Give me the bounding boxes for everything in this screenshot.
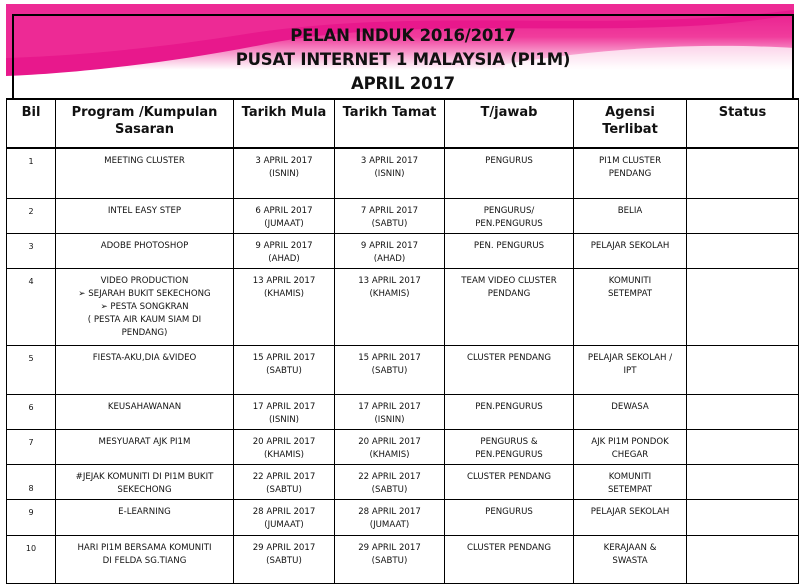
cell-agensi-line: BELIA	[617, 205, 643, 216]
cell-agensi	[574, 464, 687, 499]
cell-tarikh-tamat-line: 3 APRIL 2017	[360, 156, 419, 166]
col-header-agensi: Agensi Terlibat	[574, 99, 687, 148]
cell-agensi-line: IPT	[623, 365, 637, 376]
cell-agensi-line: KERAJAAN &	[603, 542, 657, 553]
cell-program	[56, 499, 234, 535]
cell-tjawab	[445, 198, 574, 233]
cell-agensi-line: SWASTA	[612, 555, 648, 566]
cell-tarikh-mula	[234, 198, 335, 233]
cell-agensi-line: SETEMPAT	[607, 288, 653, 299]
cell-status	[687, 198, 799, 233]
cell-tjawab	[445, 499, 574, 535]
cell-program-line: KEUSAHAWANAN	[107, 401, 182, 412]
cell-status	[687, 429, 799, 464]
cell-tarikh-mula-line: 3 APRIL 2017	[255, 156, 313, 166]
cell-tarikh-tamat-line: 29 APRIL 2017	[358, 542, 421, 553]
cell-bil: 3	[7, 233, 56, 268]
cell-program-line: VIDEO PRODUCTION	[100, 275, 189, 286]
table-row	[7, 429, 799, 464]
cell-tjawab-line: PENGURUS/	[483, 205, 535, 216]
cell-bil: 9	[7, 499, 56, 535]
table-row	[7, 464, 799, 499]
table-row	[7, 198, 799, 233]
cell-status	[687, 499, 799, 535]
cell-program	[56, 198, 234, 233]
cell-program-line: ➢ SEJARAH BUKIT SEKECHONG	[78, 288, 211, 299]
cell-program	[56, 233, 234, 268]
cell-tarikh-tamat-line: 15 APRIL 2017	[358, 352, 421, 363]
cell-tjawab	[445, 268, 574, 345]
cell-agensi	[574, 499, 687, 535]
cell-tarikh-mula	[234, 535, 335, 583]
cell-tarikh-mula-line: (SABTU)	[266, 484, 302, 495]
cell-status	[687, 535, 799, 583]
cell-tjawab	[445, 464, 574, 499]
cell-tarikh-tamat-line: (SABTU)	[371, 484, 408, 495]
cell-tarikh-tamat-line: 28 APRIL 2017	[358, 506, 421, 517]
cell-tarikh-tamat-line: (ISNIN)	[374, 169, 405, 179]
cell-program	[56, 394, 234, 429]
table-row	[7, 233, 799, 268]
cell-bil: 1	[7, 148, 56, 198]
cell-tarikh-mula-line: 13 APRIL 2017	[252, 275, 316, 286]
cell-program	[56, 429, 234, 464]
table-row	[7, 535, 799, 583]
cell-bil: 5	[7, 345, 56, 394]
cell-status	[687, 345, 799, 394]
cell-program-line: INTEL EASY STEP	[107, 205, 182, 216]
cell-tarikh-mula-line: (SABTU)	[266, 365, 302, 376]
cell-tarikh-tamat	[335, 233, 445, 268]
cell-tarikh-tamat	[335, 429, 445, 464]
cell-tarikh-tamat	[335, 345, 445, 394]
cell-agensi-line: CHEGAR	[611, 449, 649, 460]
cell-status	[687, 233, 799, 268]
cell-tarikh-tamat	[335, 499, 445, 535]
cell-tarikh-mula-line: 20 APRIL 2017	[252, 436, 316, 447]
cell-tarikh-tamat-line: 13 APRIL 2017	[358, 275, 421, 286]
doc-title-line3: APRIL 2017	[351, 74, 455, 93]
cell-tarikh-mula-line: 17 APRIL 2017	[252, 401, 316, 412]
cell-tarikh-tamat	[335, 148, 445, 198]
cell-tarikh-mula	[234, 345, 335, 394]
cell-program-line: DI FELDA SG.TIANG	[102, 555, 187, 566]
cell-program-line: #JEJAK KOMUNITI DI PI1M BUKIT	[75, 471, 214, 482]
cell-agensi-line: PELAJAR SEKOLAH /	[587, 352, 673, 363]
cell-agensi	[574, 233, 687, 268]
cell-tarikh-mula-line: (KHAMIS)	[263, 288, 305, 299]
cell-tarikh-tamat-line: (AHAD)	[373, 253, 406, 264]
cell-tjawab-line: PEN.PENGURUS	[475, 449, 543, 460]
cell-tarikh-mula-line: 15 APRIL 2017	[252, 352, 316, 363]
cell-agensi-line: PENDANG	[608, 169, 652, 179]
cell-tarikh-mula-line: 22 APRIL 2017	[252, 471, 316, 482]
cell-agensi-line: KOMUNITI	[608, 275, 652, 286]
cell-agensi	[574, 198, 687, 233]
cell-tarikh-tamat	[335, 394, 445, 429]
cell-tarikh-tamat-line: 20 APRIL 2017	[358, 436, 421, 447]
cell-tjawab-line: PEN.PENGURUS	[475, 218, 543, 229]
cell-tjawab-line: TEAM VIDEO CLUSTER	[461, 275, 557, 286]
cell-tjawab-line: CLUSTER PENDANG	[467, 352, 551, 363]
cell-tarikh-mula-line: (JUMAAT)	[264, 218, 304, 229]
col-header-status: Status	[687, 99, 799, 148]
cell-tarikh-mula-line: (ISNIN)	[268, 414, 300, 425]
cell-bil: 7	[7, 429, 56, 464]
cell-tjawab-line: PENGURUS &	[480, 436, 538, 447]
cell-tarikh-mula-line: (AHAD)	[268, 253, 300, 264]
cell-bil: 6	[7, 394, 56, 429]
cell-tarikh-mula-line: 28 APRIL 2017	[252, 506, 316, 517]
cell-tjawab	[445, 233, 574, 268]
table-row	[7, 345, 799, 394]
cell-tjawab	[445, 394, 574, 429]
cell-program-line: PENDANG)	[121, 327, 168, 338]
cell-tjawab-line: PEN.PENGURUS	[475, 401, 543, 412]
cell-program-line: HARI PI1M BERSAMA KOMUNITI	[77, 542, 212, 553]
cell-agensi	[574, 345, 687, 394]
cell-program-line: MESYUARAT AJK PI1M	[98, 436, 191, 447]
cell-program	[56, 464, 234, 499]
cell-agensi	[574, 429, 687, 464]
col-header-tarikh-mula: Tarikh Mula	[234, 99, 335, 148]
cell-tarikh-mula-line: 6 APRIL 2017	[255, 205, 313, 216]
cell-status	[687, 268, 799, 345]
table-row	[7, 268, 799, 345]
cell-tarikh-mula	[234, 268, 335, 345]
cell-tarikh-mula	[234, 233, 335, 268]
cell-tarikh-mula-line: (ISNIN)	[268, 169, 300, 179]
cell-tarikh-mula	[234, 394, 335, 429]
cell-tarikh-tamat-line: 17 APRIL 2017	[358, 401, 421, 412]
cell-status	[687, 148, 799, 198]
cell-tarikh-mula-line: (JUMAAT)	[264, 519, 304, 530]
cell-tjawab	[445, 429, 574, 464]
cell-agensi-line: SETEMPAT	[607, 484, 653, 495]
cell-program-line: ( PESTA AIR KAUM SIAM DI	[87, 314, 202, 325]
plan-table	[6, 98, 799, 584]
cell-tarikh-tamat-line: (ISNIN)	[374, 414, 405, 425]
table-header-row	[7, 99, 799, 148]
cell-tarikh-tamat-line: (KHAMIS)	[369, 288, 410, 299]
cell-tjawab-line: PENGURUS	[485, 156, 533, 166]
cell-program-line: ➢ PESTA SONGKRAN	[100, 301, 189, 312]
cell-bil: 10	[7, 535, 56, 583]
cell-tarikh-mula-line: 29 APRIL 2017	[252, 542, 316, 553]
cell-tjawab-line: PEN. PENGURUS	[473, 240, 545, 251]
cell-program-line: FIESTA-AKU,DIA &VIDEO	[92, 352, 197, 363]
cell-agensi	[574, 268, 687, 345]
col-header-tarikh-tamat: Tarikh Tamat	[335, 99, 445, 148]
cell-tarikh-mula	[234, 429, 335, 464]
col-header-bil: Bil	[7, 99, 56, 148]
cell-tarikh-tamat	[335, 464, 445, 499]
cell-tarikh-mula-line: 9 APRIL 2017	[255, 240, 313, 251]
cell-tarikh-tamat-line: (SABTU)	[371, 555, 408, 566]
cell-tarikh-tamat-line: 9 APRIL 2017	[360, 240, 419, 251]
cell-agensi-line: DEWASA	[611, 401, 649, 412]
col-header-tjawab: T/jawab	[445, 99, 574, 148]
cell-tarikh-mula	[234, 499, 335, 535]
cell-tjawab	[445, 148, 574, 198]
cell-status	[687, 464, 799, 499]
cell-tjawab-line: CLUSTER PENDANG	[467, 471, 551, 482]
cell-tjawab-line: PENDANG	[487, 288, 531, 299]
cell-tarikh-tamat-line: 7 APRIL 2017	[360, 205, 419, 216]
cell-program	[56, 535, 234, 583]
cell-agensi	[574, 394, 687, 429]
cell-bil: 2	[7, 198, 56, 233]
cell-tarikh-mula	[234, 148, 335, 198]
cell-program-line: MEETING CLUSTER	[104, 156, 185, 166]
cell-tarikh-tamat-line: (SABTU)	[371, 365, 408, 376]
cell-tjawab	[445, 345, 574, 394]
cell-tarikh-tamat-line: (SABTU)	[371, 218, 408, 229]
col-header-program: Program /Kumpulan Sasaran	[56, 99, 234, 148]
cell-tarikh-tamat-line: (KHAMIS)	[369, 449, 410, 460]
cell-program	[56, 148, 234, 198]
cell-tarikh-tamat-line: 22 APRIL 2017	[358, 471, 421, 482]
cell-program	[56, 345, 234, 394]
cell-program-line: E-LEARNING	[118, 506, 171, 517]
cell-tarikh-tamat	[335, 535, 445, 583]
cell-tarikh-mula	[234, 464, 335, 499]
cell-program-line: SEKECHONG	[117, 484, 172, 495]
cell-agensi	[574, 148, 687, 198]
cell-agensi	[574, 535, 687, 583]
cell-tarikh-tamat	[335, 268, 445, 345]
table-row	[7, 148, 799, 198]
cell-bil: 8	[7, 464, 56, 499]
cell-agensi-line: PELAJAR SEKOLAH	[590, 506, 670, 517]
doc-title-line1: PELAN INDUK 2016/2017	[290, 26, 516, 45]
cell-agensi-line: KOMUNITI	[608, 471, 652, 482]
cell-program-line: ADOBE PHOTOSHOP	[100, 240, 189, 251]
cell-tjawab-line: PENGURUS	[485, 506, 533, 517]
cell-tjawab	[445, 535, 574, 583]
cell-tarikh-mula-line: (KHAMIS)	[263, 449, 305, 460]
doc-title-line2: PUSAT INTERNET 1 MALAYSIA (PI1M)	[235, 50, 571, 69]
cell-bil: 4	[7, 268, 56, 345]
cell-tarikh-mula-line: (SABTU)	[266, 555, 302, 566]
cell-tarikh-tamat	[335, 198, 445, 233]
table-row	[7, 499, 799, 535]
cell-program	[56, 268, 234, 345]
cell-status	[687, 394, 799, 429]
cell-agensi-line: PI1M CLUSTER	[598, 156, 662, 166]
cell-agensi-line: AJK PI1M PONDOK	[591, 436, 669, 447]
cell-tjawab-line: CLUSTER PENDANG	[467, 542, 551, 553]
cell-tarikh-tamat-line: (JUMAAT)	[369, 519, 410, 530]
cell-agensi-line: PELAJAR SEKOLAH	[590, 240, 670, 251]
table-row	[7, 394, 799, 429]
